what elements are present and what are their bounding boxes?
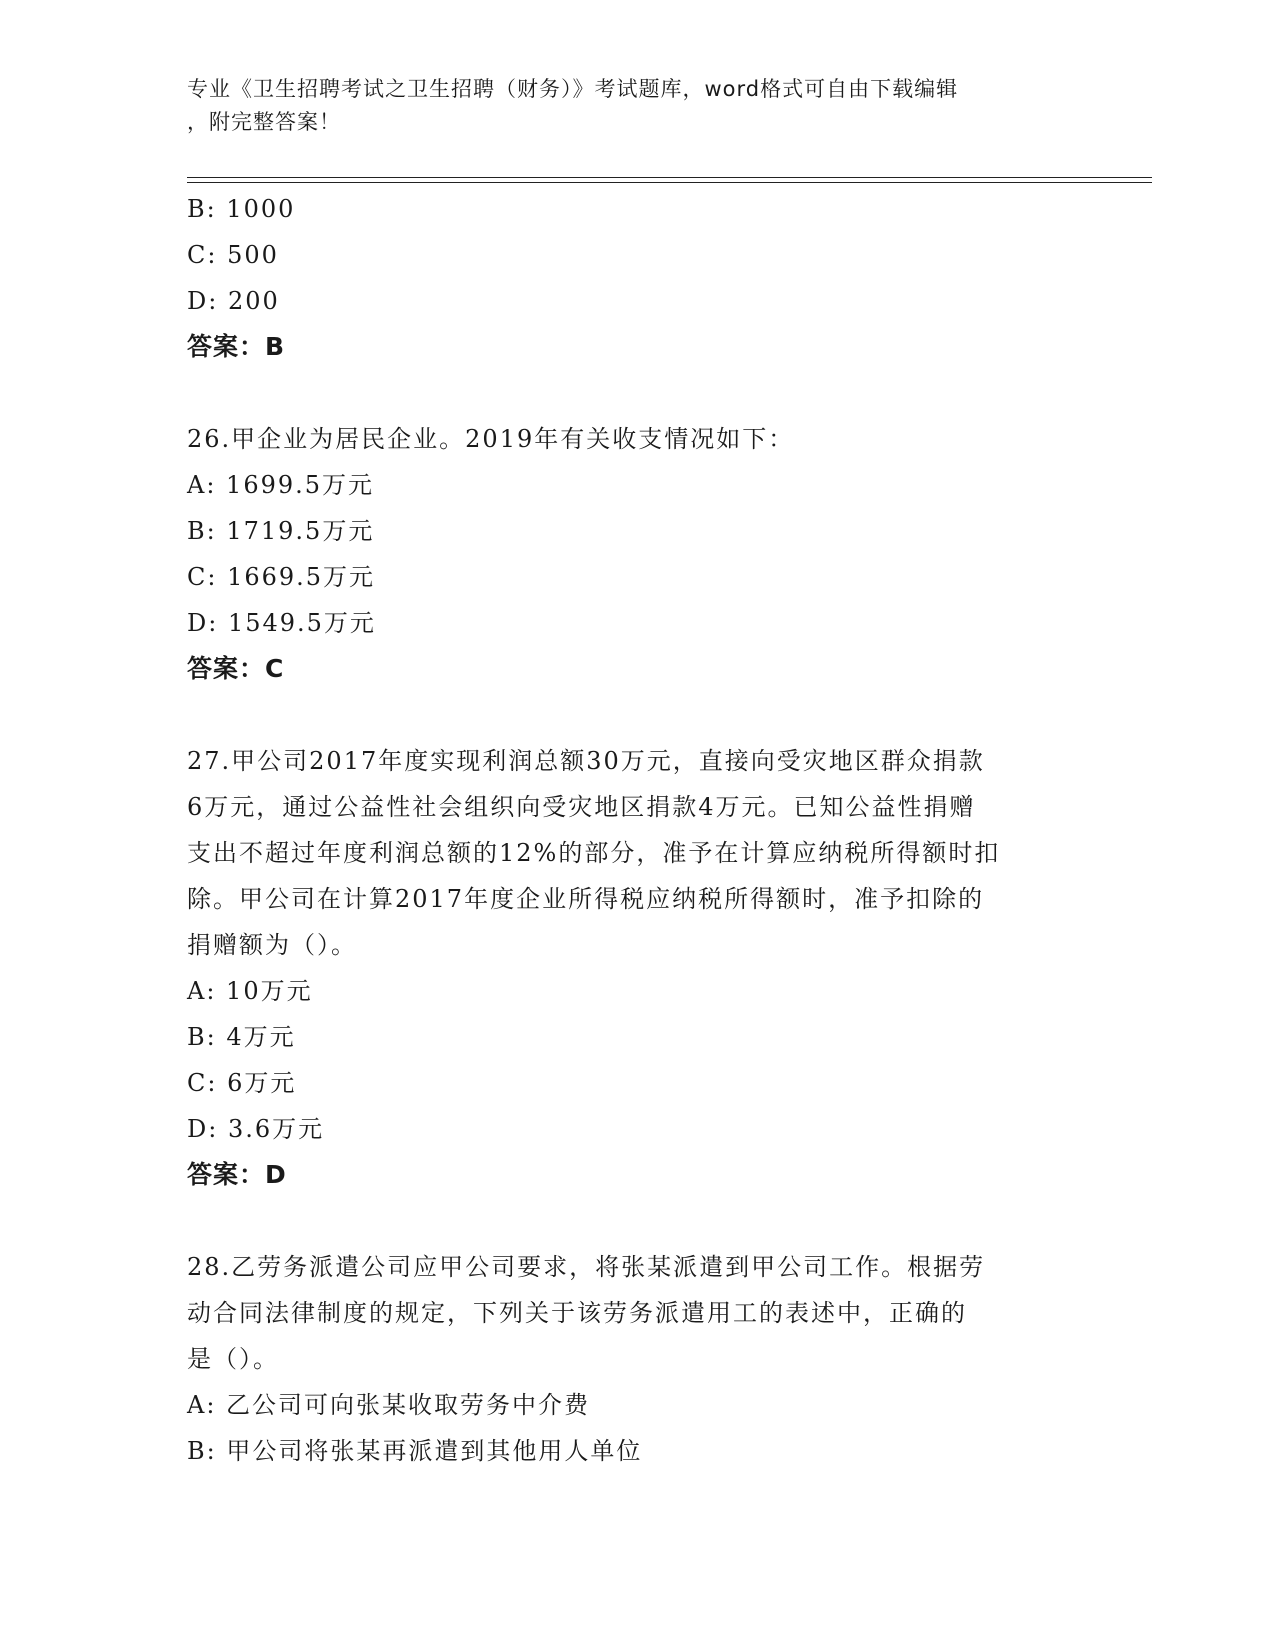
- option-a: A: 乙公司可向张某收取劳务中介费: [187, 1391, 591, 1419]
- question-stem-line: 27.甲公司2017年度实现利润总额30万元，直接向受灾地区群众捐款: [187, 747, 985, 775]
- question-content: [187, 186, 1087, 1474]
- option-b: B: 1000: [187, 195, 296, 223]
- option-c: C: 500: [187, 241, 279, 269]
- question-stem-line: 捐赠额为（）。: [187, 931, 357, 959]
- answer-label: 答案：C: [187, 654, 285, 683]
- question-spacer: [187, 370, 1087, 416]
- question-25: [187, 186, 1087, 370]
- question-stem: 26.甲企业为居民企业。2019年有关收支情况如下：: [187, 425, 795, 453]
- question-26: [187, 416, 1087, 692]
- header-rule-top: [187, 177, 1152, 178]
- option-d: D: 200: [187, 287, 280, 315]
- question-stem-line: 除。甲公司在计算2017年度企业所得税应纳税所得额时，准予扣除的: [187, 885, 985, 913]
- question-28: [187, 1244, 1087, 1474]
- option-c: C: 1669.5万元: [187, 563, 376, 591]
- option-c: C: 6万元: [187, 1069, 297, 1097]
- question-27: [187, 738, 1087, 1198]
- option-b: B: 甲公司将张某再派遣到其他用人单位: [187, 1437, 643, 1465]
- answer-label: 答案：B: [187, 332, 286, 361]
- answer-label: 答案：D: [187, 1160, 287, 1189]
- question-stem-line: 动合同法律制度的规定，下列关于该劳务派遣用工的表述中，正确的: [187, 1299, 967, 1327]
- question-spacer: [187, 1198, 1087, 1244]
- option-b: B: 1719.5万元: [187, 517, 375, 545]
- question-stem-line: 支出不超过年度利润总额的12%的部分，准予在计算应纳税所得额时扣: [187, 839, 1001, 867]
- option-a: A: 10万元: [187, 977, 313, 1005]
- header-line-2: ，附完整答案！: [187, 110, 341, 134]
- question-stem-line: 是（）。: [187, 1345, 279, 1373]
- option-a: A: 1699.5万元: [187, 471, 375, 499]
- header-line-1: 专业《卫生招聘考试之卫生招聘（财务）》考试题库，word格式可自由下载编辑: [187, 77, 959, 101]
- option-d: D: 1549.5万元: [187, 609, 376, 637]
- header-rule-bottom: [187, 182, 1152, 183]
- document-header: [187, 73, 1067, 139]
- option-b: B: 4万元: [187, 1023, 296, 1051]
- option-d: D: 3.6万元: [187, 1115, 325, 1143]
- question-stem-line: 6万元，通过公益性社会组织向受灾地区捐款4万元。已知公益性捐赠: [187, 793, 976, 821]
- question-stem-line: 28.乙劳务派遣公司应甲公司要求，将张某派遣到甲公司工作。根据劳: [187, 1253, 986, 1281]
- question-spacer: [187, 692, 1087, 738]
